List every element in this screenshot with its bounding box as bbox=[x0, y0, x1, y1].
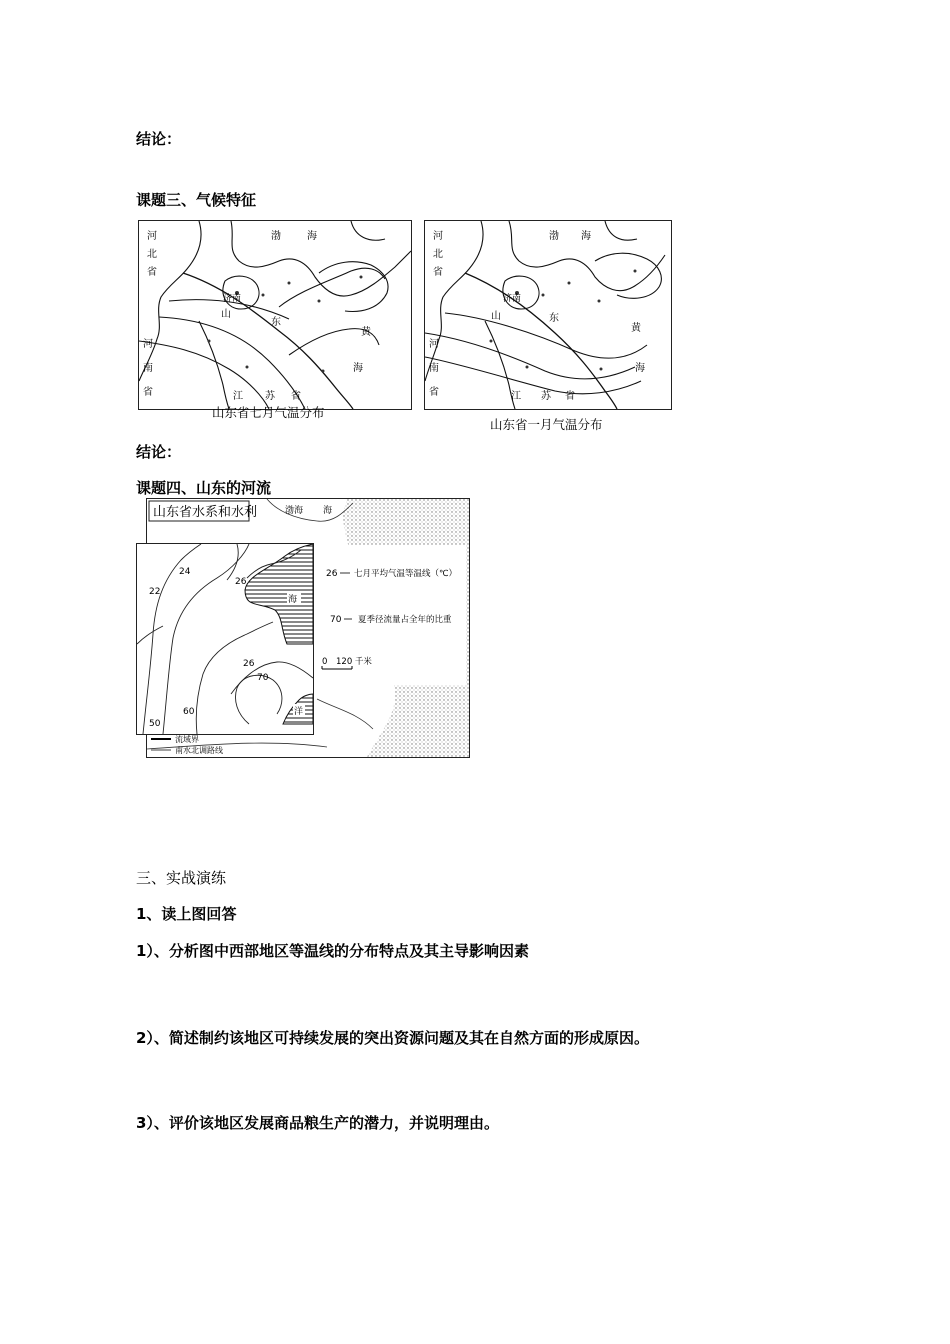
caption-january: 山东省一月气温分布 bbox=[490, 417, 603, 432]
inset-ocean-label: 洋 bbox=[294, 707, 304, 717]
scale-zero: 0 bbox=[322, 657, 328, 667]
section3-heading: 三、实战演练 bbox=[136, 869, 227, 887]
inset-legend-drawing bbox=[314, 545, 466, 685]
inset-contour-map bbox=[136, 543, 314, 735]
map-january-drawing bbox=[425, 221, 671, 409]
jan-label-bei: 北 bbox=[433, 249, 443, 260]
jan-label-jiang: 江 bbox=[511, 391, 521, 402]
label-bei: 北 bbox=[147, 249, 157, 260]
label-jiang: 江 bbox=[233, 391, 243, 402]
inset-drawing bbox=[137, 544, 313, 734]
jan-label-he: 河 bbox=[433, 231, 443, 242]
legend-runoff-num: 70 bbox=[330, 615, 342, 625]
contour-50: 50 bbox=[149, 719, 161, 729]
legend-summer-runoff: 夏季径流量占全年的比重 bbox=[358, 615, 452, 625]
map-january-temperature bbox=[424, 220, 672, 410]
label-jinan: 济南 bbox=[223, 294, 242, 304]
contour-60: 60 bbox=[183, 707, 195, 717]
map-july-drawing bbox=[139, 221, 411, 409]
jan-label-sheng2: 省 bbox=[429, 387, 439, 398]
scale-120km: 120 千米 bbox=[336, 657, 372, 667]
jan-label-huang: 黄 bbox=[631, 323, 641, 334]
label-su: 苏 bbox=[265, 391, 275, 402]
label-he2: 河 bbox=[143, 339, 153, 350]
conclusion-label-1: 结论： bbox=[136, 130, 182, 148]
label-he: 河 bbox=[147, 231, 157, 242]
contour-26-north: 26 bbox=[235, 577, 247, 587]
jan-label-bo: 渤 bbox=[549, 231, 559, 242]
inset-legend bbox=[314, 545, 466, 685]
water-label-hai: 海 bbox=[323, 506, 333, 516]
contour-70: 70 bbox=[257, 673, 269, 683]
conclusion-label-2: 结论： bbox=[136, 443, 182, 461]
question-1: 1、读上图回答 bbox=[136, 905, 237, 923]
legend-south-north-route: 南水北调路线 bbox=[175, 746, 223, 755]
question-1-3: 3）、评价该地区发展商品粮生产的潜力，并说明理由。 bbox=[136, 1114, 499, 1132]
label-hai2: 海 bbox=[353, 363, 363, 374]
inset-sea-label: 海 bbox=[288, 595, 298, 605]
jan-label-hai2: 海 bbox=[635, 363, 645, 374]
jan-label-dong: 东 bbox=[549, 313, 559, 324]
water-map-title: 山东省水系和水利 bbox=[153, 505, 258, 520]
question-1-2: 2）、简述制约该地区可持续发展的突出资源问题及其在自然方面的形成原因。 bbox=[136, 1029, 649, 1047]
legend-temp-num: 26 bbox=[326, 569, 338, 579]
jan-label-he2: 河 bbox=[429, 339, 439, 350]
jan-label-su: 苏 bbox=[541, 391, 551, 402]
legend-temp-isotherm: 七月平均气温等温线（℃） bbox=[354, 569, 458, 579]
label-sheng2: 省 bbox=[143, 387, 153, 398]
topic3-heading: 课题三、气候特征 bbox=[136, 191, 257, 209]
label-sheng: 省 bbox=[147, 267, 157, 278]
legend-basin-boundary: 流域界 bbox=[175, 735, 199, 744]
jan-label-nan: 南 bbox=[429, 363, 439, 374]
question-1-1: 1）、分析图中西部地区等温线的分布特点及其主导影响因素 bbox=[136, 942, 529, 960]
contour-26-south: 26 bbox=[243, 659, 255, 669]
topic4-heading: 课题四、山东的河流 bbox=[136, 479, 272, 497]
jan-label-sheng: 省 bbox=[433, 267, 443, 278]
map-july-temperature bbox=[138, 220, 412, 410]
caption-july: 山东省七月气温分布 bbox=[212, 405, 325, 420]
label-nan: 南 bbox=[143, 363, 153, 374]
label-sheng3: 省 bbox=[291, 391, 301, 402]
label-huang: 黄 bbox=[361, 327, 371, 338]
jan-label-sheng3: 省 bbox=[565, 391, 575, 402]
jan-label-shan: 山 bbox=[491, 311, 501, 322]
label-hai: 海 bbox=[307, 231, 317, 242]
label-bo: 渤 bbox=[271, 231, 281, 242]
label-dong: 东 bbox=[271, 317, 281, 328]
water-label-bohai: 渤海 bbox=[285, 506, 304, 516]
contour-24: 24 bbox=[179, 567, 191, 577]
label-shan: 山 bbox=[221, 309, 231, 320]
jan-label-hai: 海 bbox=[581, 231, 591, 242]
jan-label-jinan: 济南 bbox=[503, 294, 522, 304]
contour-22: 22 bbox=[149, 587, 161, 597]
